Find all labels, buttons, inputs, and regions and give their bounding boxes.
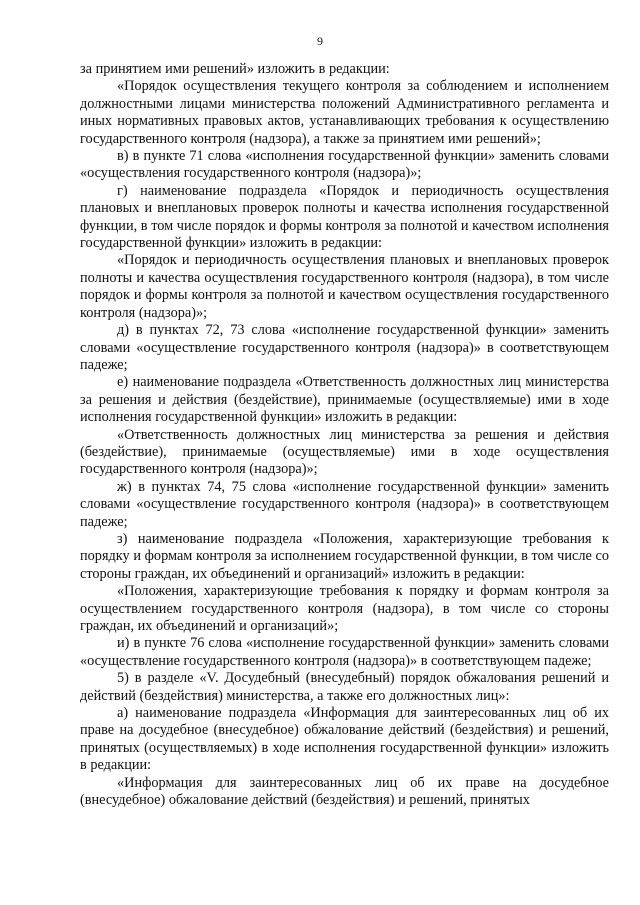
paragraph: д) в пунктах 72, 73 слова «исполнение государственной функции» заменить словами «осуществление государственного контроля (надзора)» в соответствующем падеже; — [80, 322, 609, 373]
paragraph: г) наименование подраздела «Порядок и периодичность осуществления плановых и внеплановых проверок полноты и качества исполнения государственной функции, в том числе порядок и формы контроля за полнотой и качеством исполнения государственной функции» изложить в редакции: — [80, 182, 609, 252]
paragraph: «Положения, характеризующие требования к порядку и формам контроля за осуществлением государственного контроля (надзора), в том числе со стороны граждан, их объединений и организаций»; — [80, 583, 609, 634]
paragraph: «Порядок осуществления текущего контроля за соблюдением и исполнением должностными лицами министерства положений Административного регламента и иных нормативных правовых актов, устанавливающих требования к осуществлению государственного контроля (надзора), а также за принятием ими решений»; — [80, 78, 609, 147]
paragraph: е) наименование подраздела «Ответственность должностных лиц министерства за решения и действия (бездействие), принимаемые (осуществляемые) ими в ходе исполнения государственной функции» изложить в редакции: — [80, 374, 609, 426]
paragraph: в) в пункте 71 слова «исполнения государственной функции» заменить словами «осуществления государственного контроля (надзора)»; — [80, 148, 609, 182]
paragraph: з) наименование подраздела «Положения, характеризующие требования к порядку и формам контроля за исполнением государственной функции, в том числе со стороны граждан, их объединений и организаций» изложить в редакции: — [80, 530, 609, 582]
page-number: 9 — [317, 34, 323, 48]
paragraph: а) наименование подраздела «Информация для заинтересованных лиц об их праве на досудебное (внесудебное) обжалование действий (бездействия) и решений, принятых (осуществляемых) в ходе исполнения государственной функции» изложить в редакции: — [80, 705, 609, 774]
paragraph: 5) в разделе «V. Досудебный (внесудебный) порядок обжалования решений и действий (бездействия) министерства, а также его должностных лиц»: — [80, 670, 609, 704]
paragraph: ж) в пунктах 74, 75 слова «исполнение государственной функции» заменить словами «осуществление государственного контроля (надзора)» в соответствующем падеже; — [80, 478, 609, 530]
paragraph: «Информация для заинтересованных лиц об их праве на досудебное (внесудебное) обжалование действий (бездействия) и решений, принятых — [80, 774, 609, 809]
paragraph: за принятием ими решений» изложить в редакции: — [80, 61, 390, 77]
paragraph: «Ответственность должностных лиц министерства за решения и действия (бездействие), принимаемые (осуществляемые) ими в ходе осуществления государственного контроля (надзора)»; — [80, 426, 609, 478]
paragraph: и) в пункте 76 слова «исполнение государственной функции» заменить словами «осуществление государственного контроля (надзора)» в соответствующем падеже; — [80, 635, 609, 669]
document-body — [80, 61, 609, 809]
paragraph: «Порядок и периодичность осуществления плановых и внеплановых проверок полноты и качества осуществления государственного контроля (надзора), в том числе порядок и формы контроля за полнотой и качеством осуществления государственного контроля (надзора)»; — [80, 252, 609, 321]
